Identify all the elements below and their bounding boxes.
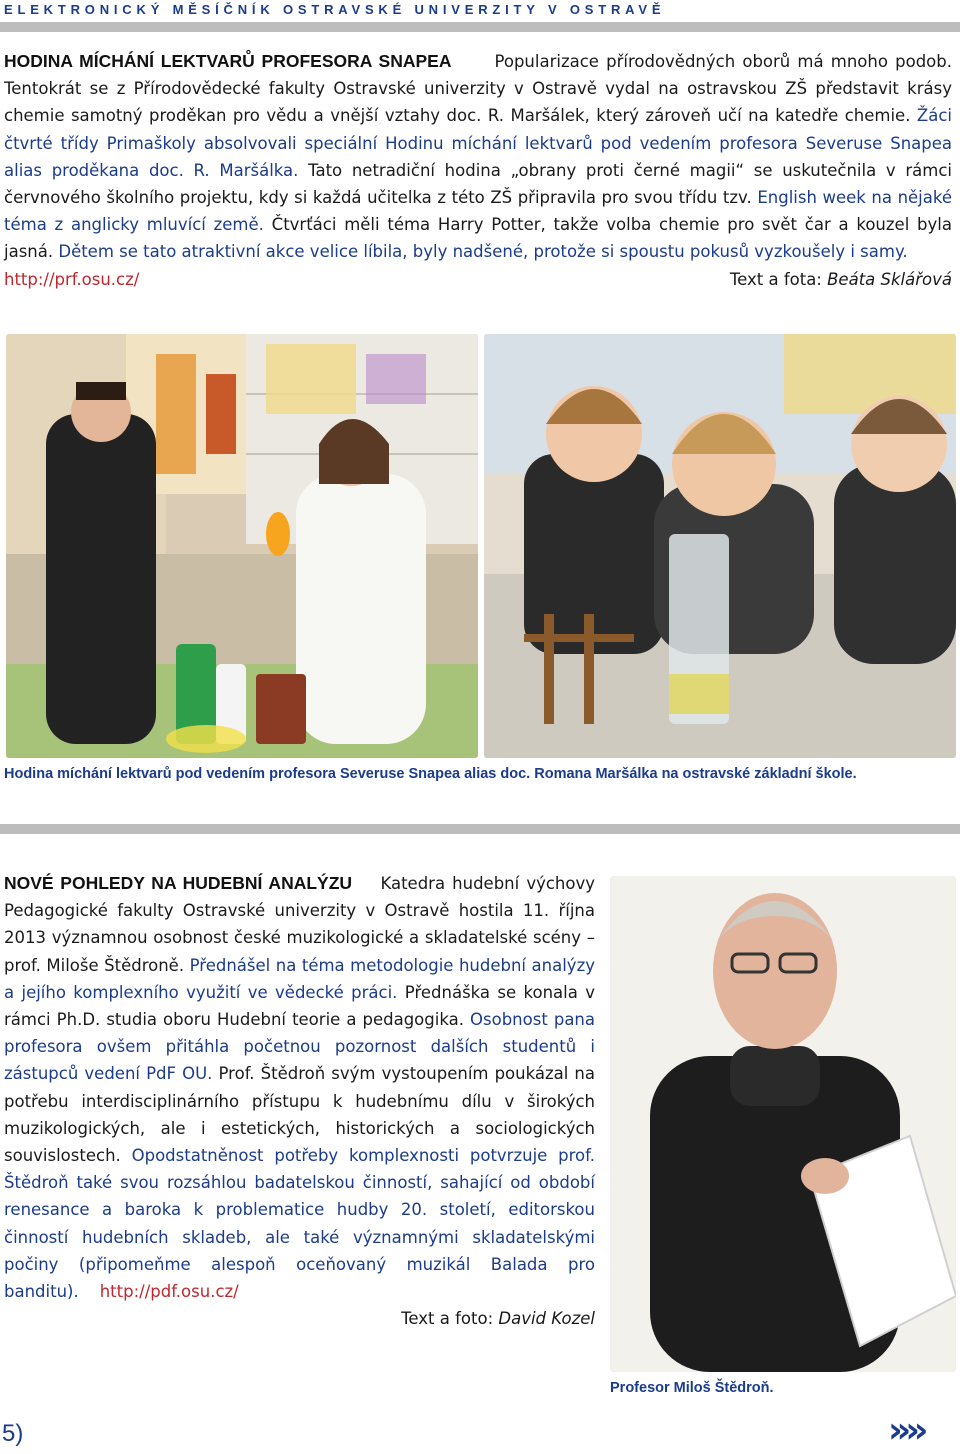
article-music-text-1: Katedra hudební výchovy Pedagogické fakulty Ostravské univerzity v Ostravě hostila 11. října 2013 významnou osobnost české muzikologické a skladatelské scény – prof. Miloše Štědroně. bbox=[4, 874, 595, 975]
top-divider-bar bbox=[0, 22, 960, 32]
article-chemistry-text-2: Žáci čtvrté třídy Primaškoly absolvovali speciální Hodinu míchání lektvarů pod vedením profesora Severuse Snapea alias proděkana doc. R. Maršálka. bbox=[4, 106, 952, 180]
credit-author: Beáta Sklářová bbox=[827, 269, 952, 289]
next-page-arrows[interactable]: »» bbox=[888, 1410, 923, 1451]
article-chemistry bbox=[4, 48, 952, 293]
article-music-text-3: Přednáška se konala v rámci Ph.D. studia oboru Hudební teorie a pedagogika. bbox=[4, 982, 595, 1030]
article-music-text-2: Přednášel na téma metodologie hudební analýzy a jejího komplexního využití ve vědecké práci. bbox=[4, 955, 595, 1002]
photo-professor bbox=[610, 876, 956, 1372]
photo-professor-illustration bbox=[610, 876, 956, 1372]
article-music-analysis bbox=[4, 870, 595, 1332]
article-chemistry-text-3: Tato netradiční hodina „obrany proti černé magii“ se uskutečnila v rámci červnového školního projektu, kdy si každá učitelka z této ZŠ připravila pro svou třídu tzv. bbox=[4, 160, 952, 208]
photo-children-experiment-illustration bbox=[484, 334, 956, 758]
section-divider-bar bbox=[0, 824, 960, 834]
photo-chemistry-demo bbox=[6, 334, 478, 758]
article-chemistry-text-1: Popularizace přírodovědných oborů má mnoho podob. Tentokrát se z Přírodovědecké fakulty Ostravské univerzity v Ostravě vydal na ostravskou ZŠ představit krásy chemie samotný proděkan pro vědu a vnější vztahy doc. R. Maršálek, který zároveň učí na katedře chemie. bbox=[4, 52, 952, 126]
article-music-text-4: Osobnost pana profesora ovšem přitáhla početnou pozornost dalších studentů i zástupců vedení PdF OU. bbox=[4, 1010, 596, 1084]
article-music-heading: NOVÉ POHLEDY NA HUDEBNÍ ANALÝZU bbox=[4, 873, 353, 893]
credit-label: Text a fota: bbox=[729, 269, 828, 289]
article-music-link[interactable]: http://pdf.osu.cz/ bbox=[99, 1282, 239, 1302]
article-chemistry-text-5: Čtvrťáci měli téma Harry Potter, takže volba chemie pro svět čar a kouzel byla jasná. bbox=[4, 215, 952, 262]
credit-label: Text a foto: bbox=[401, 1309, 499, 1329]
masthead-title: ELEKTRONICKÝ MĚSÍČNÍK OSTRAVSKÉ UNIVERZITY V OSTRAVĚ bbox=[4, 2, 666, 17]
article-music-text-5: Prof. Štědroň svým vystoupením poukázal na potřebu interdisciplinárního přístupu k hudebnímu dílu v širokých muzikologických, ale i estetických, historických a sociologických souvislostech. bbox=[4, 1064, 595, 1166]
photo-caption-chemistry: Hodina míchání lektvarů pod vedením profesora Severuse Snapea alias doc. Romana Maršálka na ostravské základní škole. bbox=[4, 766, 857, 782]
article-chemistry-text-6: Dětem se tato atraktivní akce velice líbila, byly nadšené, protože si spoustu pokusů vyzkoušely i samy. bbox=[58, 242, 908, 262]
article-music-text-6: Opodstatněnost potřeby komplexnosti potvrzuje prof. Štědroň také svou rozsáhlou badatelskou činností, sahající od období renesance a baroka k problematice hudby 20. století, editorskou činností hudebních skladeb, ale také významnými skladatelskými počiny (připomeňme alespoň oceňovaný muzikál Balada pro banditu). bbox=[4, 1146, 595, 1302]
credit-author: David Kozel bbox=[498, 1309, 595, 1329]
article-chemistry-text-4: English week na nějaké téma z anglicky mluvící země. bbox=[4, 188, 952, 235]
page-number: 5) bbox=[2, 1420, 24, 1447]
article-chemistry-heading: HODINA MÍCHÁNÍ LEKTVARŮ PROFESORA SNAPEA bbox=[4, 51, 452, 71]
article-chemistry-credit bbox=[730, 266, 952, 293]
article-music-credit bbox=[4, 1305, 595, 1332]
photo-children-experiment bbox=[484, 334, 956, 758]
article-chemistry-link[interactable]: http://prf.osu.cz/ bbox=[4, 269, 140, 289]
photo-caption-professor: Profesor Miloš Štědroň. bbox=[610, 1380, 774, 1396]
photo-chemistry-demo-illustration bbox=[6, 334, 478, 758]
